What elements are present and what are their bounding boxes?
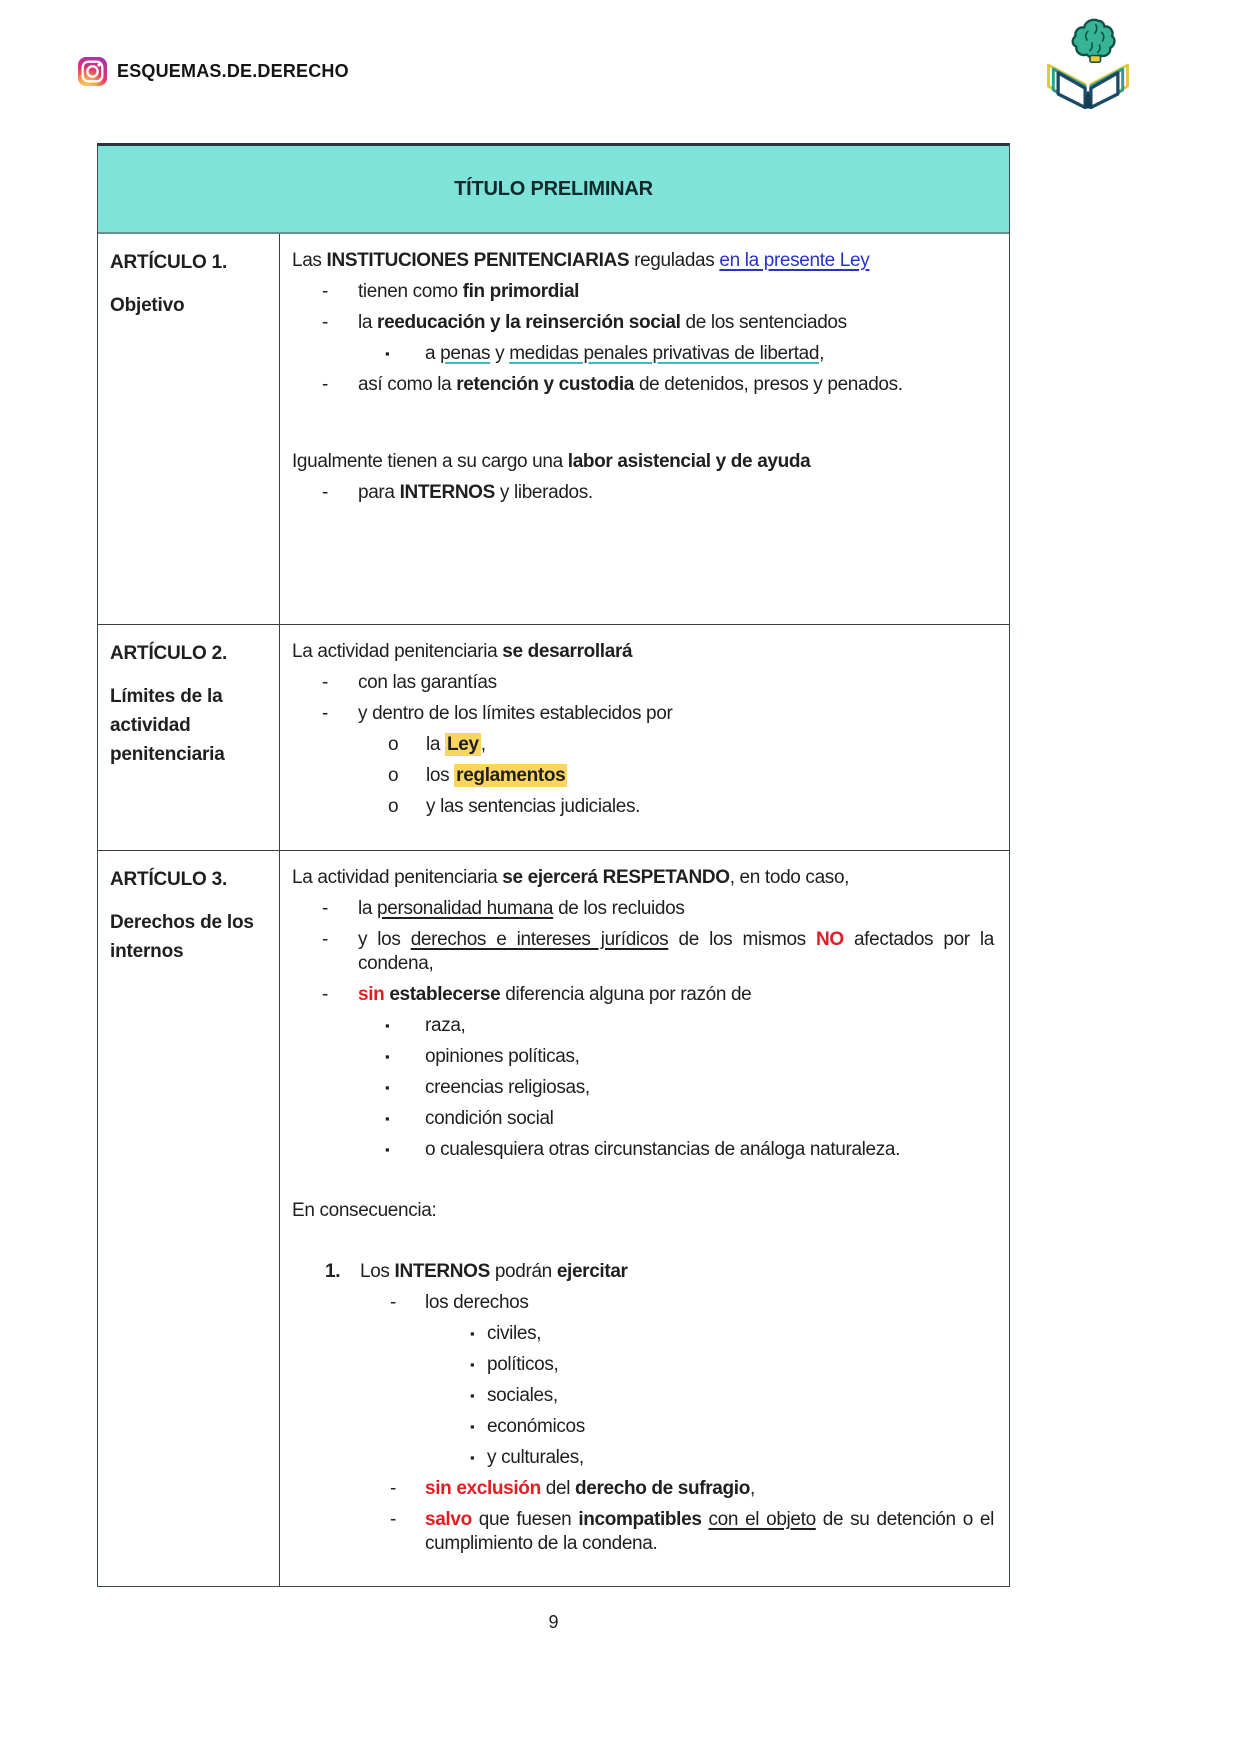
line-text	[358, 311, 994, 335]
text-run: con el objeto	[708, 1509, 816, 1530]
line-text	[292, 866, 994, 890]
article-title: ARTÍCULO 1.	[110, 252, 228, 273]
text-run	[702, 1509, 709, 1530]
text-run: salvo	[425, 1509, 472, 1530]
line-text	[358, 702, 994, 726]
bullet-marker: ▪	[385, 1111, 390, 1126]
bullet-marker: -	[390, 1292, 396, 1313]
bullet-marker: -	[322, 672, 328, 693]
text-run: afectados por la condena,	[358, 929, 995, 974]
content-line	[292, 671, 994, 695]
line-spacer	[292, 404, 994, 450]
content-line	[292, 1107, 994, 1131]
article-subtitle: Objetivo	[110, 295, 185, 316]
content-line	[292, 1138, 994, 1162]
content-line	[292, 1322, 994, 1346]
text-run: la	[426, 734, 446, 755]
content-line	[292, 1446, 994, 1470]
text-run: de los mismos	[668, 929, 816, 950]
text-run: reglamentos	[456, 765, 566, 786]
text-run: derecho de sufragio	[575, 1478, 750, 1499]
line-text	[425, 1014, 994, 1038]
line-text	[360, 1260, 994, 1284]
bullet-marker: -	[322, 281, 328, 302]
text-run: opiniones políticas,	[425, 1046, 580, 1067]
text-run: y	[490, 343, 510, 364]
article-cell	[98, 851, 280, 1586]
line-text	[292, 450, 994, 474]
text-run: Igualmente tienen a su cargo una	[292, 451, 568, 472]
line-text	[425, 1508, 994, 1556]
content-line	[292, 1353, 994, 1377]
text-run: reeducación y la reinserción social	[377, 312, 681, 333]
text-run: los	[426, 765, 455, 786]
content-line	[292, 866, 994, 890]
text-run: los derechos	[425, 1292, 529, 1313]
text-run: establecerse	[389, 984, 501, 1005]
line-text	[292, 1199, 994, 1223]
content-line	[292, 928, 994, 976]
article-title: ARTÍCULO 3.	[110, 869, 228, 890]
text-run: condición social	[425, 1108, 554, 1129]
text-run: de los sentenciados	[680, 312, 847, 333]
text-run: INTERNOS	[399, 482, 495, 503]
line-spacer	[292, 1169, 994, 1199]
text-run: ,	[819, 343, 825, 364]
text-run: la	[358, 898, 378, 919]
text-run: INTERNOS	[394, 1261, 490, 1282]
content-line	[292, 897, 994, 921]
text-run: del	[540, 1478, 575, 1499]
bullet-marker: -	[390, 1478, 396, 1499]
content-line	[292, 640, 994, 664]
text-run: y las sentencias judiciales.	[426, 796, 641, 817]
bullet-marker: ▪	[470, 1357, 475, 1372]
bullet-marker: ▪	[385, 1080, 390, 1095]
text-run: así como la	[358, 374, 457, 395]
text-run: fin primordial	[462, 281, 580, 302]
line-text	[425, 1076, 994, 1100]
text-run: podrán	[489, 1261, 557, 1282]
bullet-marker: -	[322, 312, 328, 333]
content-line	[292, 481, 994, 505]
bullet-marker: -	[322, 984, 328, 1005]
table-row	[98, 850, 1009, 1586]
text-run: para	[358, 482, 400, 503]
line-text	[425, 1291, 994, 1315]
content-line	[292, 1508, 994, 1556]
bullet-marker: ▪	[470, 1388, 475, 1403]
article-title: ARTÍCULO 2.	[110, 643, 228, 664]
content-line	[292, 733, 994, 757]
text-run: con las garantías	[358, 672, 497, 693]
text-run: INSTITUCIONES PENITENCIARIAS	[326, 250, 630, 271]
text-run: que fuesen	[471, 1509, 579, 1530]
text-run: La actividad penitenciaria	[292, 641, 503, 662]
bullet-marker: ▪	[385, 346, 390, 361]
text-run: incompatibles	[578, 1509, 702, 1530]
text-run: En consecuencia:	[292, 1200, 437, 1221]
content-line	[292, 1477, 994, 1501]
text-run: y dentro de los límites establecidos por	[358, 703, 673, 724]
table-rows	[98, 234, 1009, 1586]
text-run: , en todo caso,	[729, 867, 850, 888]
bullet-marker: -	[322, 482, 328, 503]
content-line	[292, 280, 994, 304]
content-cell	[280, 625, 1009, 850]
content-line	[292, 702, 994, 726]
text-run: a	[425, 343, 441, 364]
bullet-marker: o	[388, 734, 399, 755]
table-row	[98, 234, 1009, 624]
page-number: 9	[548, 1612, 559, 1632]
brand-header	[77, 56, 349, 87]
text-run: la	[358, 312, 378, 333]
line-text	[426, 795, 994, 819]
text-run: tienen como	[358, 281, 463, 302]
text-run: NO	[815, 929, 844, 950]
text-run: ,	[480, 734, 486, 755]
content-line	[292, 249, 994, 273]
text-run: se ejercerá RESPETANDO	[502, 867, 730, 888]
bullet-marker: -	[390, 1509, 396, 1530]
line-text	[425, 1045, 994, 1069]
content-cell	[280, 234, 1009, 624]
text-run: creencias religiosas,	[425, 1077, 590, 1098]
instagram-icon	[77, 56, 108, 87]
text-run: La actividad penitenciaria	[292, 867, 503, 888]
text-run: y liberados.	[494, 482, 593, 503]
line-text	[358, 481, 994, 505]
bullet-marker: ▪	[385, 1049, 390, 1064]
text-run: sociales,	[487, 1385, 558, 1406]
content-line	[292, 450, 994, 474]
line-text	[426, 733, 994, 757]
content-line	[292, 1384, 994, 1408]
content-line	[292, 373, 994, 397]
bullet-marker: ▪	[385, 1142, 390, 1157]
line-text	[487, 1384, 994, 1408]
article-subtitle: Derechos de los internos	[110, 912, 254, 962]
text-run: ,	[749, 1478, 755, 1499]
bullet-marker: o	[388, 796, 399, 817]
content-line	[292, 1260, 994, 1284]
text-run: de los recluidos	[553, 898, 685, 919]
text-run: Ley	[447, 734, 479, 755]
content-line	[292, 795, 994, 819]
line-text	[292, 249, 994, 273]
text-run: penas	[440, 343, 491, 364]
table-row	[98, 624, 1009, 850]
text-run: y culturales,	[487, 1447, 584, 1468]
text-run: se desarrollará	[502, 641, 633, 662]
bullet-marker: 1.	[325, 1261, 341, 1282]
text-run: labor asistencial y de ayuda	[567, 451, 811, 472]
text-run: ejercitar	[556, 1261, 628, 1282]
line-text	[358, 897, 994, 921]
line-text	[487, 1415, 994, 1439]
content-line	[292, 342, 994, 366]
line-text	[487, 1353, 994, 1377]
content-line	[292, 1076, 994, 1100]
bullet-marker: ▪	[470, 1419, 475, 1434]
line-text	[425, 1477, 994, 1501]
text-run: Los	[360, 1261, 395, 1282]
brain-book-logo	[1035, 14, 1141, 122]
inline-link[interactable]: en la presente Ley	[719, 250, 870, 271]
line-text	[358, 983, 994, 1007]
text-run: diferencia alguna por razón de	[500, 984, 752, 1005]
line-text	[425, 1107, 994, 1131]
line-text	[426, 764, 994, 788]
article-subtitle: Límites de la actividad penitenciaria	[110, 686, 225, 765]
line-text	[358, 373, 994, 397]
text-run: políticos,	[487, 1354, 559, 1375]
line-spacer	[292, 1230, 994, 1260]
line-text	[425, 1138, 994, 1162]
content-line	[292, 311, 994, 335]
text-run: de su detención o el cumplimiento de la condena.	[425, 1509, 994, 1554]
brand-handle: ESQUEMAS.DE.DERECHO	[117, 61, 349, 81]
text-run: derechos e intereses jurídicos	[410, 929, 669, 950]
text-run: raza,	[425, 1015, 466, 1036]
text-run: o cualesquiera otras circunstancias de análoga naturaleza.	[425, 1139, 901, 1160]
bullet-marker: ▪	[470, 1326, 475, 1341]
article-cell	[98, 625, 280, 850]
line-text	[292, 640, 994, 664]
text-run: y los	[358, 929, 411, 950]
bullet-marker: -	[322, 929, 328, 950]
line-text	[425, 342, 994, 366]
content-line	[292, 1291, 994, 1315]
text-run: reguladas	[629, 250, 720, 271]
bullet-marker: -	[322, 374, 328, 395]
text-run: retención y custodia	[456, 374, 635, 395]
article-cell	[98, 234, 280, 624]
content-line	[292, 764, 994, 788]
text-run: civiles,	[487, 1323, 542, 1344]
text-run: personalidad humana	[377, 898, 554, 919]
content-line	[292, 1045, 994, 1069]
content-line	[292, 1415, 994, 1439]
line-text	[358, 671, 994, 695]
text-run: medidas penales privativas de libertad	[509, 343, 820, 364]
bullet-marker: -	[322, 898, 328, 919]
line-text	[358, 928, 994, 976]
text-run: sin exclusión	[425, 1478, 541, 1499]
bullet-marker: o	[388, 765, 399, 786]
text-run: sin	[358, 984, 385, 1005]
line-text	[487, 1322, 994, 1346]
text-run: económicos	[487, 1416, 585, 1437]
content-line	[292, 1199, 994, 1223]
bullet-marker: ▪	[470, 1450, 475, 1465]
table-title: TÍTULO PRELIMINAR	[98, 146, 1009, 234]
schema-table	[97, 143, 1010, 1587]
line-text	[358, 280, 994, 304]
content-line	[292, 983, 994, 1007]
content-cell	[280, 851, 1009, 1586]
text-run: de detenidos, presos y penados.	[634, 374, 903, 395]
text-run: Las	[292, 250, 327, 271]
line-text	[487, 1446, 994, 1470]
bullet-marker: ▪	[385, 1018, 390, 1033]
content-line	[292, 1014, 994, 1038]
bullet-marker: -	[322, 703, 328, 724]
